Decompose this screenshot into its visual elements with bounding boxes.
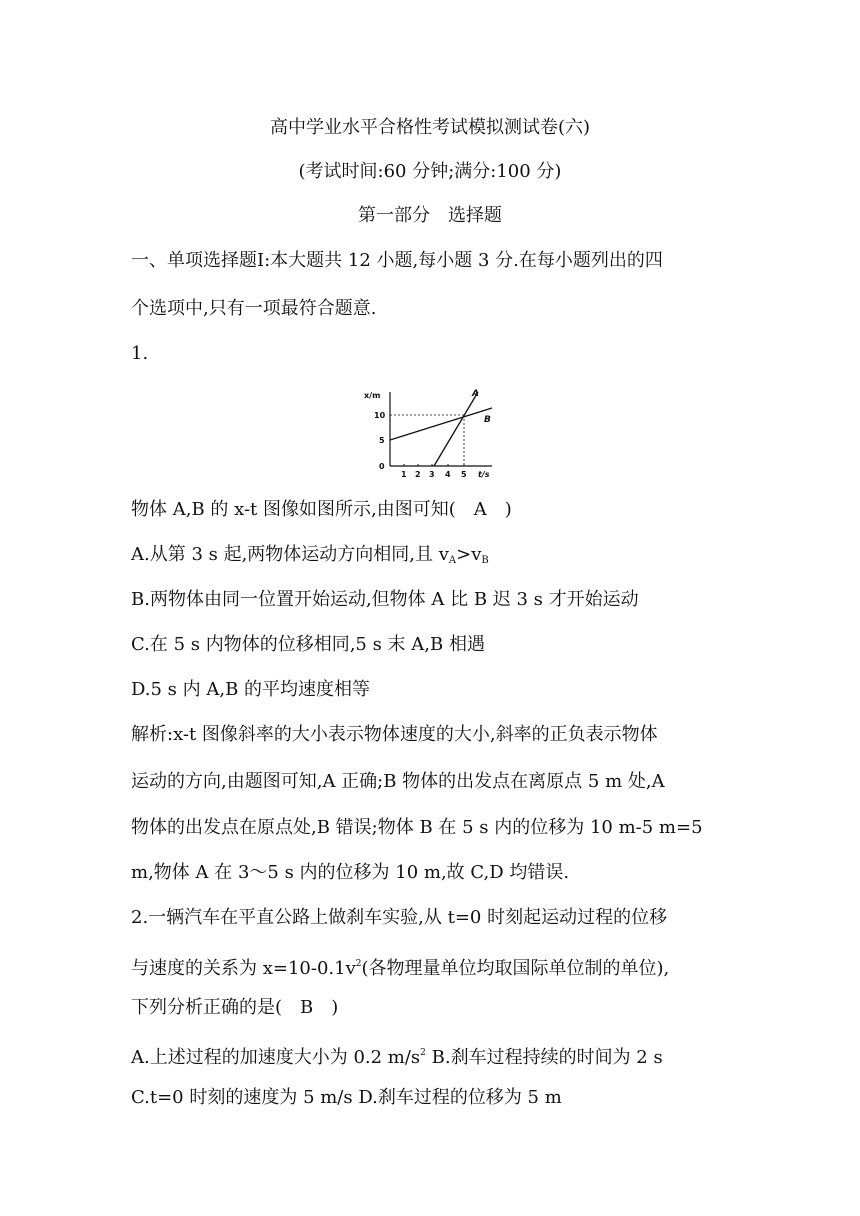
y-axis-label: x/m [364, 391, 381, 400]
y-tick-5: 5 [379, 436, 385, 445]
question-2-line-1: 2.一辆汽车在平直公路上做刹车实验,从 t=0 时刻起运动过程的位移 [131, 907, 668, 928]
part-heading: 第一部分 选择题 [358, 205, 502, 226]
question-2-options-line-2: C.t=0 时刻的速度为 5 m/s D.刹车过程的位移为 5 m [131, 1087, 562, 1108]
question-2-line-3: 下列分析正确的是( B ) [131, 997, 339, 1018]
question-2-options-line-1: A.上述过程的加速度大小为 0.2 $m/s^2$ B.刹车过程持续的时间为 2 s [131, 1047, 663, 1068]
x-tick-1: 1 [401, 470, 407, 479]
y-tick-10: 10 [374, 411, 386, 420]
question-1-analysis-line-3: 物体的出发点在原点处,B 错误;物体 B 在 5 s 内的位移为 10 m-5 m=5 [131, 817, 703, 838]
exam-info: (考试时间:60 分钟;满分:100 分) [298, 161, 562, 182]
question-1-option-b: B.两物体由同一位置开始运动,但物体 A 比 B 迟 3 s 才开始运动 [131, 589, 639, 610]
question-1-option-d: D.5 s 内 A,B 的平均速度相等 [131, 679, 371, 700]
x-tick-2: 2 [415, 470, 421, 479]
line-b-label: B [484, 415, 491, 425]
section-intro-line-1: 一、单项选择题Ⅰ:本大题共 12 小题,每小题 3 分.在每小题列出的四 [131, 250, 663, 271]
x-axis-label: t/s [478, 470, 490, 479]
question-1-option-c: C.在 5 s 内物体的位移相同,5 s 末 A,B 相遇 [131, 634, 485, 655]
question-1-option-a: A.从第 3 s 起,两物体运动方向相同,且 $v_A>v_B$ [131, 544, 489, 566]
question-1-analysis-line-1: 解析:x-t 图像斜率的大小表示物体速度的大小,斜率的正负表示物体 [131, 724, 658, 745]
paper-title: 高中学业水平合格性考试模拟测试卷(六) [269, 117, 591, 138]
y-tick-0: 0 [379, 462, 385, 471]
x-tick-3: 3 [429, 470, 435, 479]
x-tick-5: 5 [461, 470, 467, 479]
x-tick-4: 4 [445, 470, 451, 479]
xt-graph [360, 384, 500, 480]
question-1-analysis-line-4: m,物体 A 在 3～5 s 内的位移为 10 m,故 C,D 均错误. [131, 862, 570, 883]
question-1-analysis-line-2: 运动的方向,由题图可知,A 正确;B 物体的出发点在离原点 5 m 处,A [131, 771, 665, 792]
line-a-label: A [472, 389, 479, 399]
question-1-number: 1. [131, 343, 149, 364]
section-intro-line-2: 个选项中,只有一项最符合题意. [131, 298, 377, 319]
question-1-stem: 物体 A,B 的 x-t 图像如图所示,由图可知( A ) [131, 499, 512, 520]
question-2-line-2: 与速度的关系为 $x=10-0.1v^2$(各物理量单位均取国际单位制的单位), [131, 958, 670, 979]
line-b [390, 408, 492, 440]
line-a [434, 392, 478, 466]
